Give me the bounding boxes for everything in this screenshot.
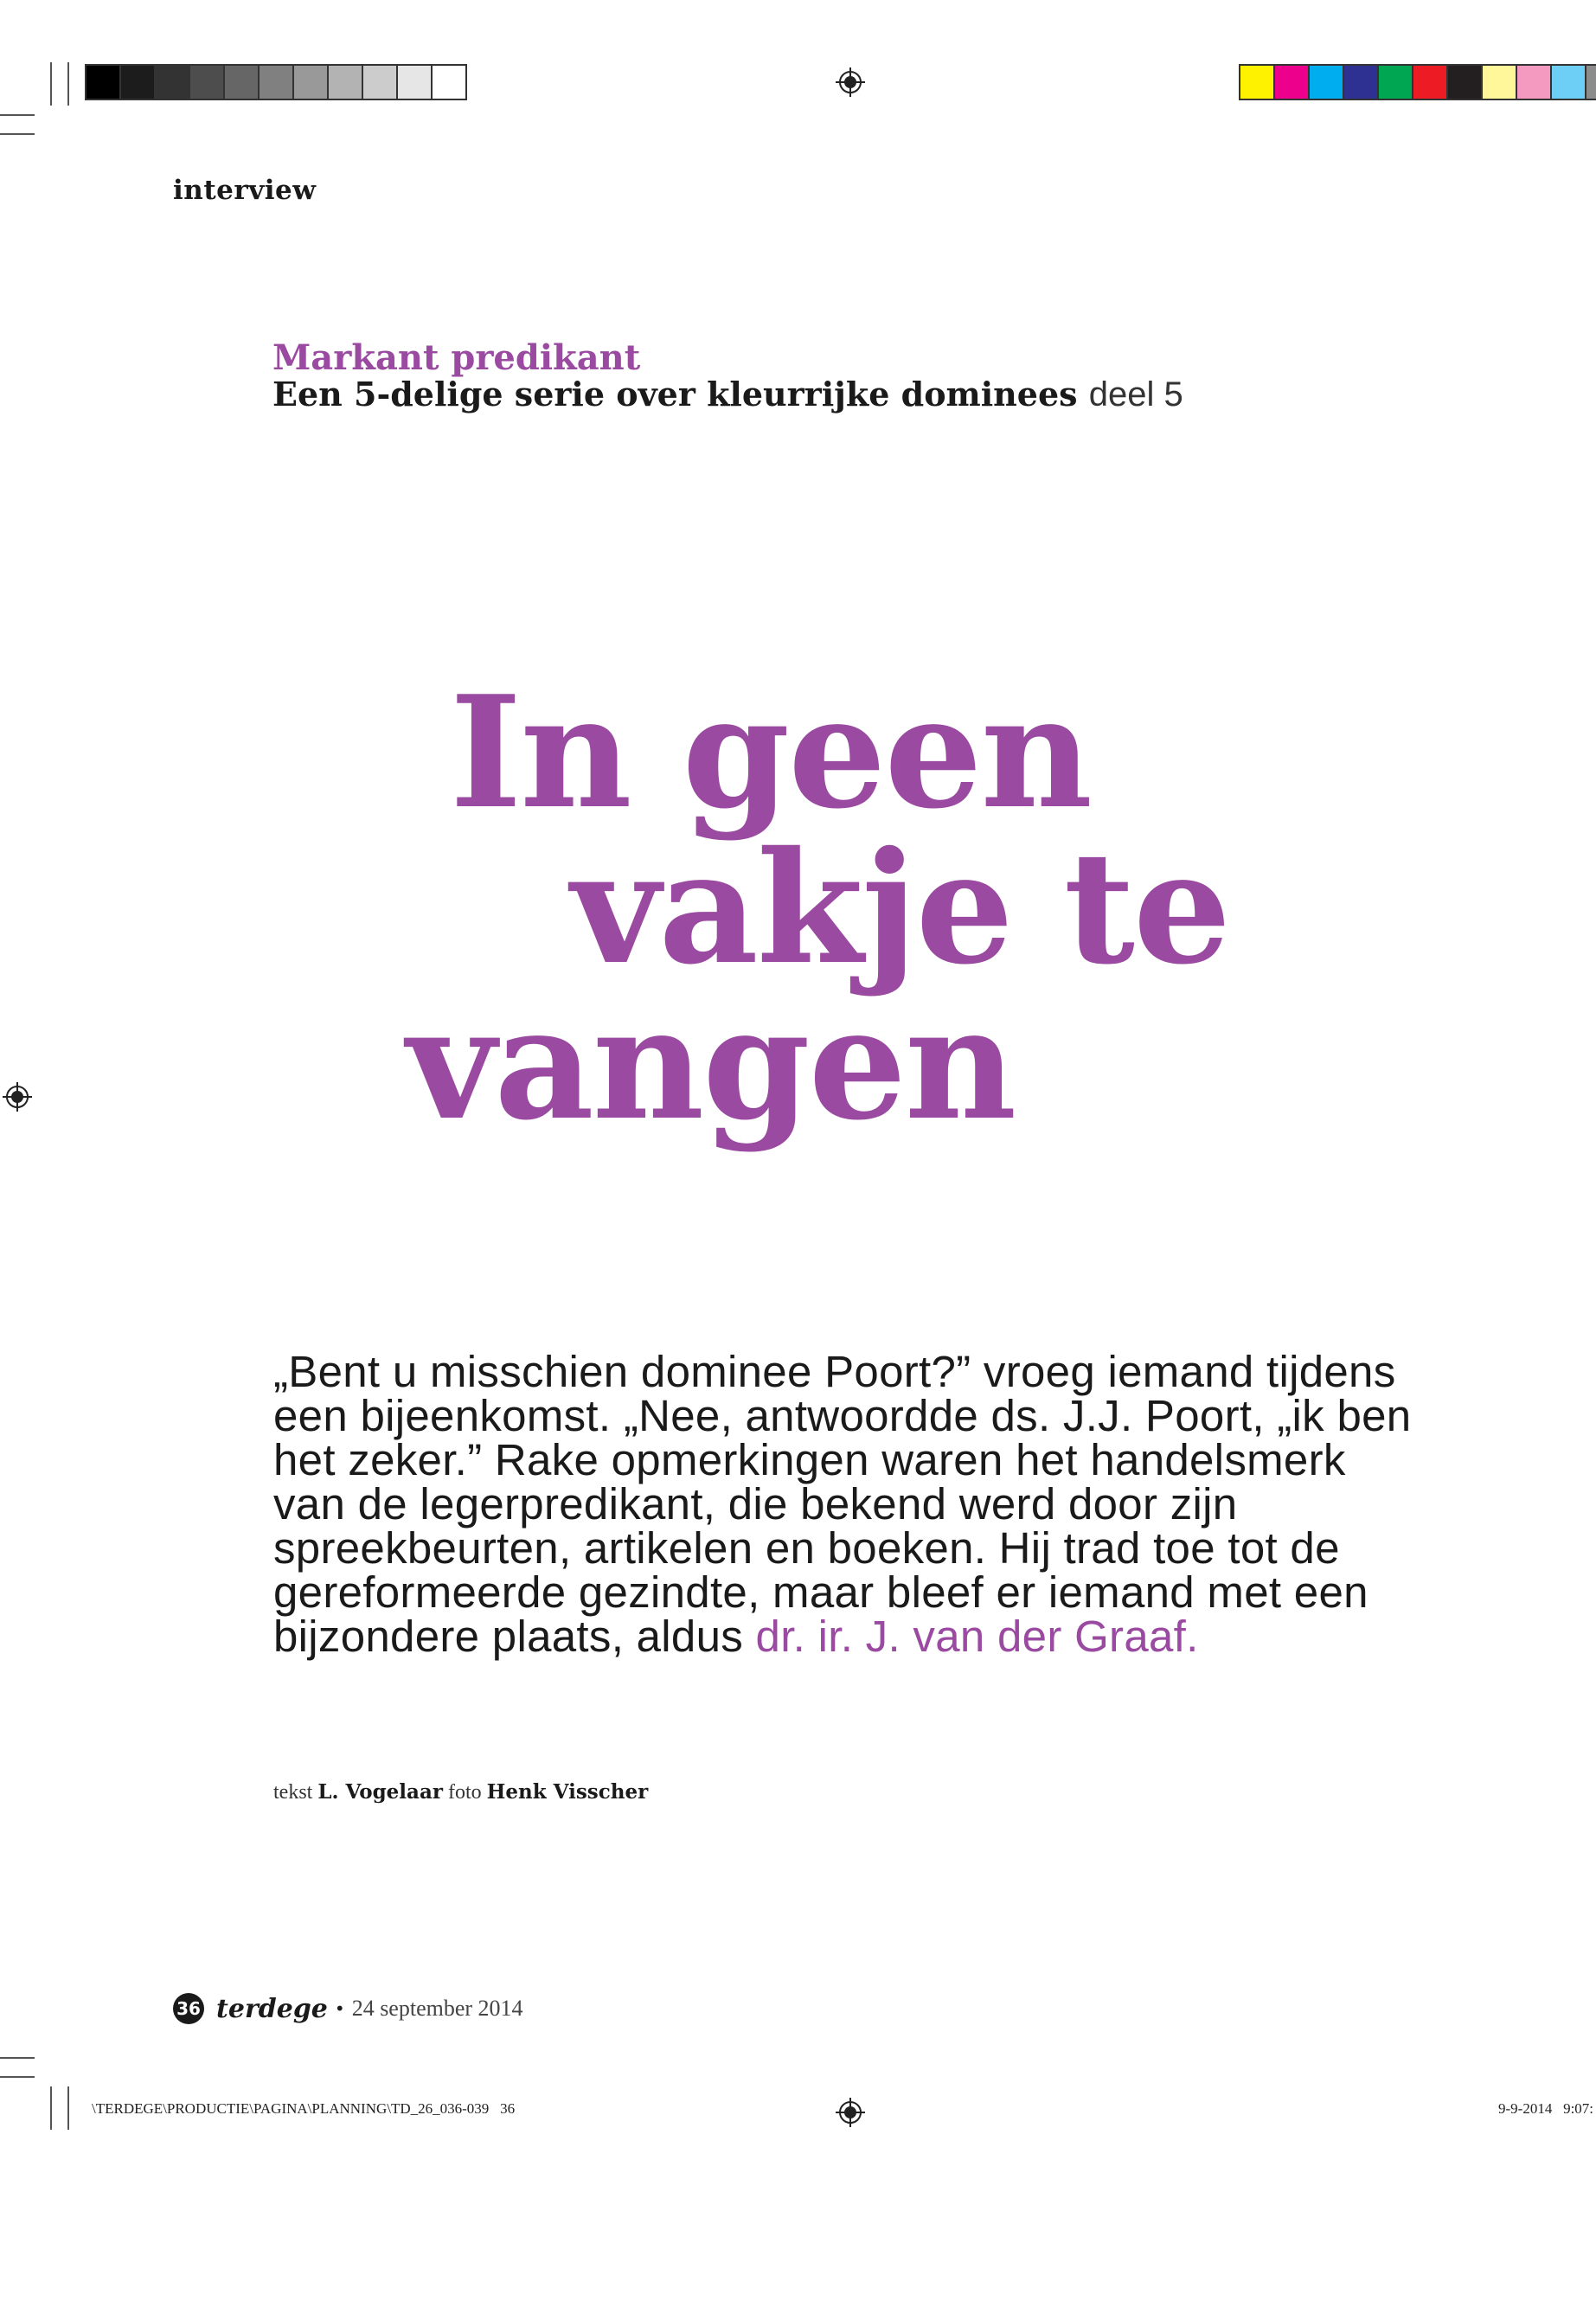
magazine-logo: terdege — [216, 1993, 328, 2024]
color-swatch-10 — [1552, 66, 1586, 99]
color-swatch-1 — [1240, 66, 1275, 99]
color-swatch-5 — [1379, 66, 1413, 99]
series-title: Een 5-delige serie over kleurrijke dominees — [272, 375, 1078, 413]
gray-swatch-11 — [433, 66, 465, 99]
registration-mark-icon — [3, 1082, 32, 1112]
credit-photo-label: foto — [447, 1781, 482, 1804]
gray-swatch-1 — [87, 66, 121, 99]
gray-swatch-9 — [363, 66, 398, 99]
headline — [407, 662, 1272, 1154]
gray-swatch-3 — [156, 66, 190, 99]
color-swatch-4 — [1344, 66, 1379, 99]
credit-text-author: L. Vogelaar — [317, 1780, 443, 1804]
color-swatch-6 — [1413, 66, 1448, 99]
color-swatch-2 — [1275, 66, 1310, 99]
series-kicker: Markant predikant — [272, 337, 641, 378]
slug-page: 36 — [500, 2100, 516, 2117]
credit-photo-author: Henk Visscher — [486, 1780, 649, 1804]
grayscale-color-bar — [85, 64, 467, 100]
color-swatch-3 — [1310, 66, 1344, 99]
section-label: interview — [173, 175, 317, 206]
gray-swatch-7 — [294, 66, 329, 99]
print-slug-timestamp — [1498, 2100, 1593, 2118]
intro-author: dr. ir. J. van der Graaf. — [755, 1612, 1199, 1661]
gray-swatch-2 — [121, 66, 156, 99]
color-swatch-8 — [1483, 66, 1517, 99]
intro-paragraph — [273, 1347, 1415, 1661]
color-swatch-9 — [1517, 66, 1552, 99]
slug-file-path: \TERDEGE\PRODUCTIE\PAGINA\PLANNING\TD_26_036-039 — [92, 2100, 490, 2117]
color-swatch-11 — [1586, 66, 1596, 99]
credit-text-label: tekst — [273, 1781, 313, 1804]
slug-date: 9-9-2014 — [1498, 2100, 1553, 2117]
headline-line-3: vangen — [407, 973, 1016, 1154]
slug-time: 9:07: — [1563, 2100, 1594, 2117]
credits — [273, 1780, 648, 1804]
gray-swatch-8 — [329, 66, 363, 99]
page-number-badge: 36 — [173, 1993, 204, 2024]
registration-mark-icon — [836, 2098, 865, 2127]
intro-text: „Bent u misschien dominee Poort?” vroeg iemand tijdens een bijeenkomst. „Nee, antwoordde ds. J.J. Poort, „ik ben het zeker.” Rake opmerkingen waren het handelsmerk van de legerpredikant, die bekend werd door zijn spreekbeurten, artikelen en boeken. Hij trad toe tot de gereformeerde gezindte, maar bleef er iemand met een bijzondere plaats, aldus — [273, 1347, 1412, 1661]
process-color-bar — [1239, 64, 1596, 100]
footer-bullet: • — [334, 1998, 345, 2019]
headline-line-2: vakje te — [571, 817, 1230, 998]
series-line — [272, 375, 1183, 413]
headline-line-1: In geen — [450, 662, 1092, 843]
series-part: deel 5 — [1088, 375, 1183, 413]
print-slug-path — [92, 2100, 515, 2118]
gray-swatch-10 — [398, 66, 433, 99]
color-swatch-7 — [1448, 66, 1483, 99]
issue-date: 24 september 2014 — [351, 1996, 523, 2021]
gray-swatch-6 — [260, 66, 294, 99]
gray-swatch-5 — [225, 66, 260, 99]
registration-mark-icon — [836, 67, 865, 97]
page-footer — [173, 1991, 523, 2026]
gray-swatch-4 — [190, 66, 225, 99]
